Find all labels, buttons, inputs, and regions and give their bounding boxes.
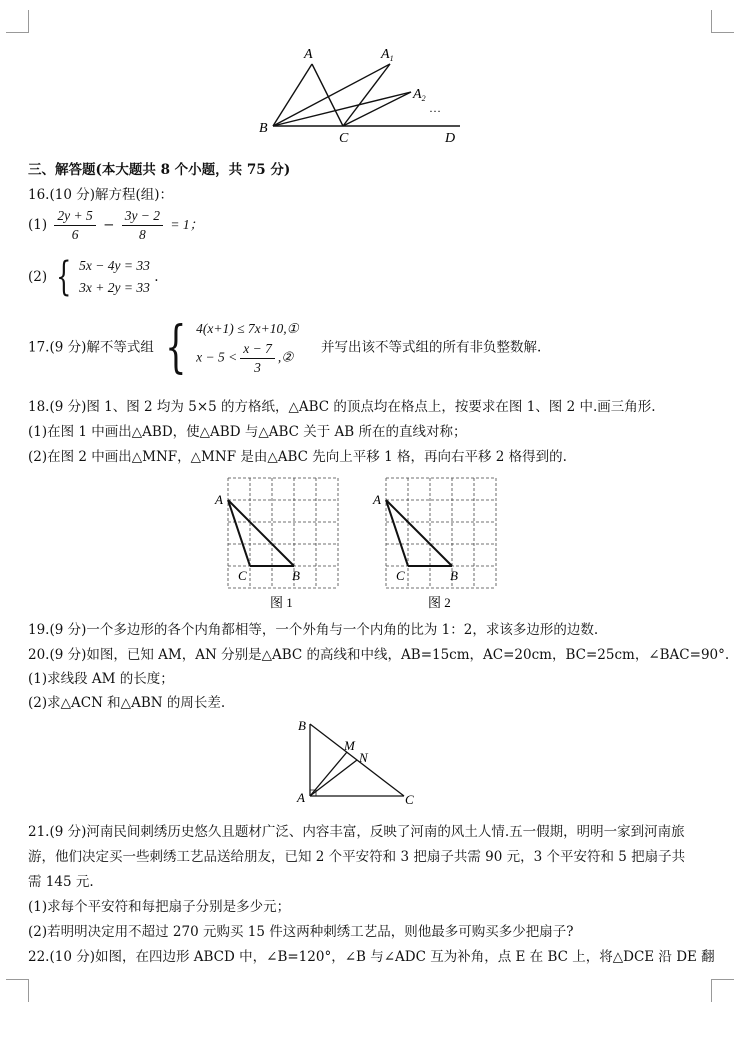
q19: 19.(9 分)一个多边形的各个内角都相等，一个外角与一个内角的比为 1：2，求该多边形的边数. (28, 622, 599, 638)
q16-part1: (1) $\frac{2y + 5}{6}$ − $\frac{3y - 2}{8}$ = 1； (28, 208, 204, 242)
grid2-label-B: B (450, 568, 458, 583)
q17: 17.(9 分)解不等式组 { 4(x+1) ≤ 7x+10,① x − 5 < $\frac{x - 7}{3}$ ,② 并写出该不等式组的所有非负整数解. (28, 314, 542, 380)
q21-line4: (1)求每个平安符和每把扇子分别是多少元； (28, 899, 291, 915)
crop-mark-top-left (6, 10, 29, 33)
q21-line3: 需 145 元. (28, 874, 94, 890)
grid1-label-B: B (292, 568, 300, 583)
fig20-label-N: N (359, 750, 368, 765)
figure-angle-sequence (255, 42, 475, 148)
fig20-label-A: A (297, 790, 305, 805)
fig20-label-M: M (344, 738, 355, 753)
q18-line3: (2)在图 2 中画出△MNF，△MNF 是由△ABC 先向上平移 1 格，再向右平移 2 格得到的. (28, 449, 567, 465)
grid2-label-A: A (373, 492, 381, 507)
grid2-caption: 图 2 (428, 595, 451, 610)
label-A: A (304, 47, 313, 62)
section-heading: 三、解答题(本大题共 8 个小题，共 75 分) (28, 162, 291, 178)
crop-mark-bottom-left (6, 979, 29, 1002)
q21-line2: 游，他们决定买一些刺绣工艺品送给朋友，已知 2 个平安符和 3 把扇子共需 90 元，3 个平安符和 5 把扇子共 (28, 849, 686, 865)
label-C: C (339, 131, 349, 146)
q18-line1: 18.(9 分)图 1、图 2 均为 5×5 的方格纸，△ABC 的顶点均在格点上，按要求在图 1、图 2 中.画三角形. (28, 399, 656, 415)
figure-q20-triangle (292, 716, 432, 808)
grid2-label-C: C (396, 568, 405, 583)
fig20-label-C: C (405, 792, 414, 807)
q22-line1: 22.(10 分)如图，在四边形 ABCD 中，∠B=120°，∠B 与∠ADC 互为补角，点 E 在 BC 上，将△DCE 沿 DE 翻 (28, 949, 715, 965)
q16-heading: 16.(10 分)解方程(组)： (28, 187, 174, 203)
grid-figure-1 (214, 474, 354, 614)
crop-mark-top-right (711, 10, 734, 33)
crop-mark-bottom-right (711, 979, 734, 1002)
grid-figure-2 (372, 474, 512, 614)
q20-line3: (2)求△ACN 和△ABN 的周长差. (28, 695, 226, 711)
label-A2: $A_2$ (413, 87, 426, 103)
label-A1: $A_1$ (381, 47, 394, 63)
q16-part2: (2) { 5x − 4y = 33 3x + 2y = 33 . (28, 254, 159, 300)
label-D: D (445, 131, 456, 146)
q21-line1: 21.(9 分)河南民间刺绣历史悠久且题材广泛、内容丰富，反映了河南的风土人情.五一假期，明明一家到河南旅 (28, 824, 685, 840)
label-dots: … (429, 101, 441, 115)
label-B: B (259, 121, 268, 136)
grid1-caption: 图 1 (270, 595, 293, 610)
grid1-label-A: A (215, 492, 223, 507)
fig20-label-B: B (298, 718, 306, 733)
q21-line5: (2)若明明决定用不超过 270 元购买 15 件这两种刺绣工艺品，则他最多可购买多少把扇子? (28, 924, 574, 940)
q20-line2: (1)求线段 AM 的长度； (28, 671, 174, 687)
q18-line2: (1)在图 1 中画出△ABD，使△ABD 与△ABC 关于 AB 所在的直线对称； (28, 424, 467, 440)
q20-line1: 20.(9 分)如图，已知 AM，AN 分别是△ABC 的高线和中线，AB=15cm，AC=20cm，BC=25cm，∠BAC=90°. (28, 647, 730, 663)
grid1-label-C: C (238, 568, 247, 583)
